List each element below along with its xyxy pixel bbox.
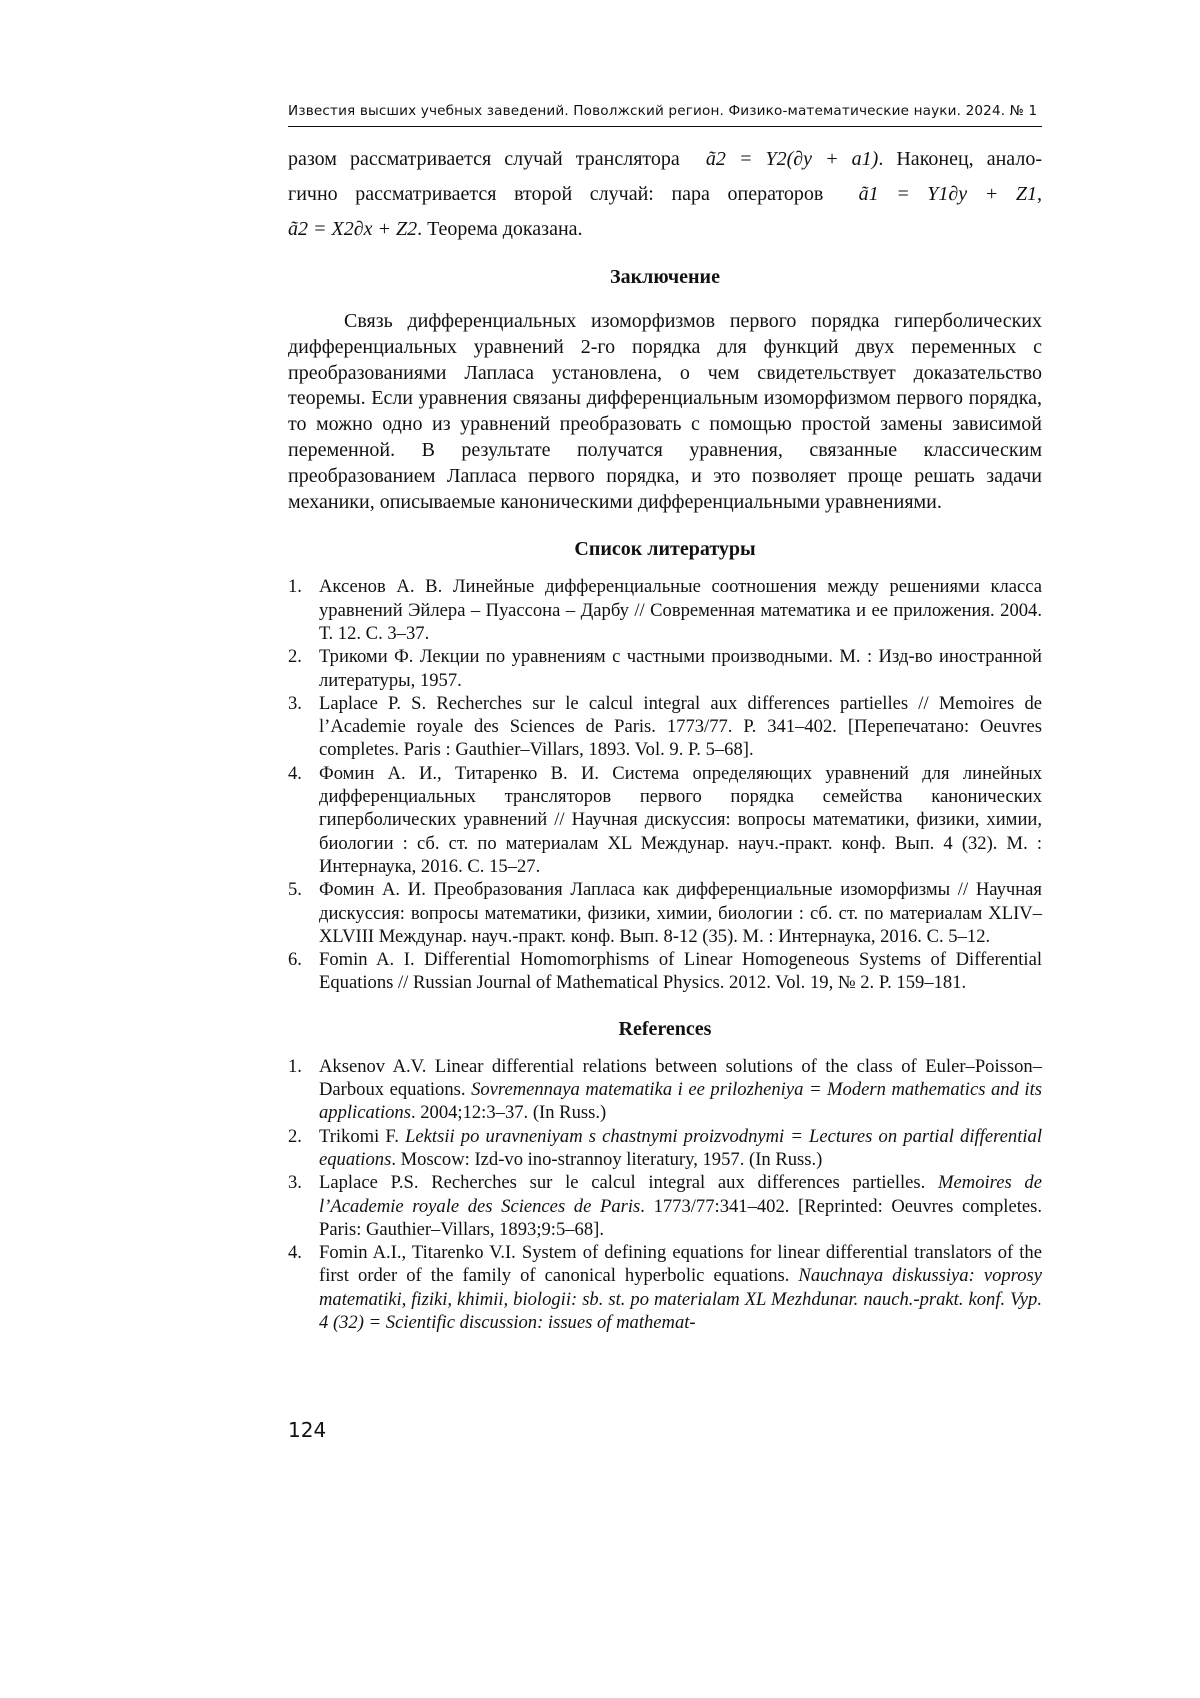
- running-header: Известия высших учебных заведений. Поволжский регион. Физико-математические науки. 2024. № 1: [288, 103, 1038, 119]
- math-translator: [706, 148, 878, 170]
- intro-line-3: [288, 212, 1042, 247]
- intro-text: [288, 142, 1042, 247]
- literature-item-text: Фомин А. И., Титаренко В. И. Система определяющих уравнений для линейных дифференциальных трансляторов первого порядка семейства канонических гиперболических уравнений // Научная дискуссия: вопросы математики, физики, химии, биологии : сб. ст. по материалам XL Междунар. науч.-практ. конф. Вып. 4 (32). М. : Интернаука, 2016. С. 15–27.: [319, 762, 1042, 877]
- reference-item-number: 1.: [288, 1055, 302, 1077]
- literature-item-text: Фомин А. И. Преобразования Лапласа как дифференциальные изоморфизмы // Научная дискуссия: вопросы математики, физики, химии, биологии : сб. ст. по материалам XLIV–XLVIII Междунар. науч.-практ. конф. Вып. 8-12 (35). М. : Интернаука, 2016. С. 5–12.: [319, 879, 1042, 947]
- reference-text-tail: . Moscow: Izd-vo ino-strannoy literatury, 1957. (In Russ.): [391, 1148, 823, 1170]
- intro-text-c: гично рассматривается второй случай: пара операторов: [288, 183, 824, 205]
- literature-item-number: 2.: [288, 646, 302, 668]
- conclusion-paragraph: Связь дифференциальных изоморфизмов первого порядка гиперболических дифференциальных уравнений 2-го порядка для функций двух переменных с преобразованиями Лапласа установлена, о чем свидетельствует доказательство теоремы. Если уравнения связаны дифференциальным изоморфизмом первого порядка, то можно одно из уравнений преобразовать с помощью простой замены зависимой переменной. В результате получатся уравнения, связанные классическим преобразованием Лапласа первого порядка, и это позволяет проще решать задачи механики, описываемые каноническими дифференциальными уравнениями.: [288, 310, 1042, 513]
- intro-text-a: разом рассматривается случай транслятора: [288, 148, 680, 170]
- reference-item-number: 4.: [288, 1242, 302, 1264]
- reference-text: Aksenov A.V. Linear differential relations between solutions of the class of Euler–Poisson–Darboux equations.: [319, 1055, 1042, 1101]
- literature-item-number: 4.: [288, 762, 302, 784]
- literature-item-text: Аксенов А. В. Линейные дифференциальные соотношения между решениями класса уравнений Эйлера – Пуассона – Дарбу // Современная математика и ее приложения. 2004. Т. 12. С. 3–37.: [319, 576, 1042, 644]
- page-number: 124: [288, 1418, 327, 1442]
- intro-line-2: [288, 177, 1042, 212]
- math-operator-2: ã2 = X2∂x + Z2: [288, 218, 418, 240]
- literature-list: [288, 575, 1042, 994]
- header-rule: [288, 126, 1042, 127]
- reference-italic: Lektsii po uravneniyam s chastnymi proizvodnymi = Lectures on partial differential equations: [319, 1125, 1042, 1170]
- reference-item: [288, 1125, 1042, 1172]
- literature-item: [288, 878, 1042, 948]
- reference-item-number: 2.: [288, 1125, 302, 1147]
- literature-item: [288, 575, 1042, 645]
- reference-item-number: 3.: [288, 1172, 302, 1194]
- reference-italic: Memoires de l’Academie royale des Sciences de Paris: [319, 1172, 1042, 1217]
- literature-item: [288, 692, 1042, 762]
- conclusion-title: Заключение: [610, 266, 720, 288]
- math-operator-1: ã1 = Y1∂y + Z1,: [858, 183, 1043, 205]
- literature-item-number: 3.: [288, 692, 302, 714]
- literature-title: Список литературы: [574, 538, 756, 561]
- reference-italic: Sovremennaya matematika i ee prilozheniya = Modern mathematics and its applications: [319, 1079, 1042, 1124]
- references-list: [288, 1055, 1042, 1335]
- intro-line-1: [288, 142, 1042, 177]
- literature-item-text: Fomin A. I. Differential Homomorphisms of Linear Homogeneous Systems of Differential Equations // Russian Journal of Mathematical Physics. 2012. Vol. 19, № 2. P. 159–181.: [319, 949, 1042, 994]
- reference-text: Trikomi F.: [319, 1125, 406, 1147]
- literature-item-text: Трикоми Ф. Лекции по уравнениям с частными производными. М. : Изд-во иностранной литературы, 1957.: [319, 646, 1042, 691]
- literature-item: [288, 762, 1042, 878]
- literature-item-number: 1.: [288, 576, 302, 598]
- page-content: [288, 142, 1042, 1334]
- literature-item-number: 6.: [288, 949, 302, 971]
- math-translator-text: ã2 = Y2(∂y + a1): [705, 148, 879, 170]
- reference-text: Laplace P.S. Recherches sur le calcul integral aux differences partielles.: [319, 1172, 939, 1194]
- reference-italic: Nauchnaya diskussiya: voprosy matematiki, fiziki, khimii, biologii: sb. st. po materialam XL Mezhdunar. nauch.-prakt. konf. Vyp. 4 (32) = Scientific discussion: issues of mathemat-: [319, 1265, 1042, 1333]
- intro-text-d: . Теорема доказана.: [417, 218, 583, 240]
- reference-item: [288, 1241, 1042, 1334]
- literature-item-number: 5.: [288, 879, 302, 901]
- references-title: References: [618, 1017, 712, 1040]
- reference-text: Fomin A.I., Titarenko V.I. System of defining equations for linear differential translators of the first order of the family of canonical hyperbolic equations.: [319, 1242, 1042, 1287]
- literature-item: [288, 948, 1042, 995]
- reference-text-tail: . 2004;12:3–37. (In Russ.): [410, 1102, 607, 1124]
- intro-text-b: . Наконец, анало-: [878, 148, 1043, 170]
- literature-item-text: Laplace P. S. Recherches sur le calcul integral aux differences partielles // Memoires de l’Academie royale des Sciences de Paris. 1773/77. P. 341–402. [Перепечатано: Oeuvres completes. Paris : Gauthier–Villars, 1893. Vol. 9. P. 5–68].: [319, 692, 1042, 761]
- literature-item: [288, 645, 1042, 692]
- reference-item: [288, 1055, 1042, 1125]
- reference-item: [288, 1171, 1042, 1241]
- reference-text-tail: . 1773/77:341–402. [Reprinted: Oeuvres completes. Paris: Gauthier–Villars, 1893;9:5–68].: [319, 1195, 1042, 1240]
